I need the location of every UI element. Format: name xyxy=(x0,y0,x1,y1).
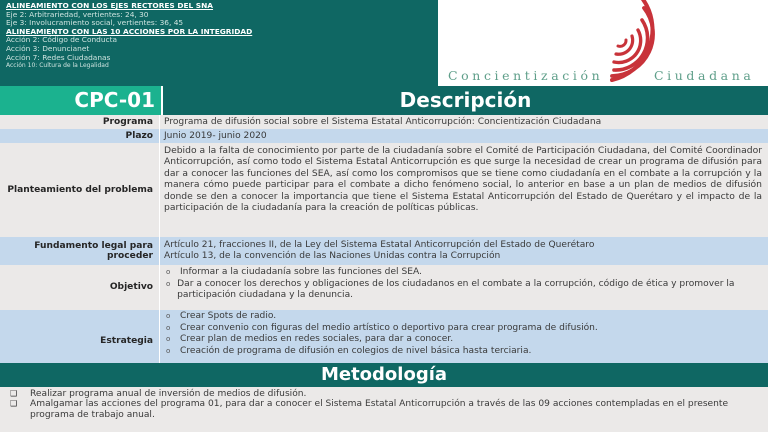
integrity-item: Acción 2: Código de Conducta xyxy=(6,35,118,45)
fundamento-line: Artículo 21, fracciones II, de la Ley del Sistema Estatal Anticorrupción del Estado de Querétaro xyxy=(164,240,595,250)
row-objetivo xyxy=(0,265,768,310)
circle-bullet-icon: o xyxy=(166,312,171,320)
value-planteamiento: Debido a la falta de conocimiento por parte de la ciudadanía sobre el Comité de Participación Ciudadana, del Comité Coordinador Anticorrupción, así como todo el Sistema Estatal Anticorrupción es que surge la necesidad de crear un programa de difusión para dar a conocer las funciones del SEA, así como los compromisos que se tiene como ciudadanía en el combate a la corrupción y la manera cómo puede participar para el combate a dicho fenómeno social, lo anterior en base a un plan de medios de difusión donde se den a conocer la importancia que tiene el Sistema Estatal Anticorrupción del Estado de Querétaro y el impacto de la participación de la ciudadanía para la creación de políticas públicas. xyxy=(164,145,762,214)
row-plazo xyxy=(0,129,768,143)
label-fundamento: Fundamento legal para proceder xyxy=(0,237,160,265)
label-programa: Programa xyxy=(0,115,160,129)
alignment-panel xyxy=(0,0,438,86)
value-estrategia xyxy=(160,310,768,363)
sna-item: Eje 2: Arbitrariedad, vertientes: 24, 30 xyxy=(6,9,149,19)
circle-bullet-icon: o xyxy=(166,346,171,355)
metodologia-title: Metodología xyxy=(0,363,768,387)
estrategia-item: o Crear plan de medios en redes sociales, para dar a conocer. xyxy=(160,334,762,346)
checkbox-bullet-icon: ❑ xyxy=(10,389,18,398)
metodologia-item: ❑ Amalgamar las acciones del programa 01, para dar a conocer el Sistema Estatal Anticorrupción a través de las 09 acciones contempladas en el presente programa de trabajo anual. xyxy=(10,399,729,420)
row-programa xyxy=(0,115,768,129)
logo xyxy=(442,0,768,86)
metodologia-list xyxy=(0,387,768,432)
sna-heading: ALINEAMIENTO CON LOS EJES RECTORES DEL SNA xyxy=(6,1,214,10)
circle-bullet-icon: o xyxy=(166,268,171,276)
circle-bullet-icon: o xyxy=(166,279,171,288)
value-programa: Programa de difusión social sobre el Sistema Estatal Anticorrupción: Concientización Ciudadana xyxy=(164,117,602,127)
row-estrategia xyxy=(0,310,768,363)
circle-bullet-icon: o xyxy=(166,323,171,332)
integrity-heading: ALINEAMIENTO CON LAS 10 ACCIONES POR LA INTEGRIDAD xyxy=(6,26,253,36)
row-fundamento xyxy=(0,237,768,265)
metodologia-item: ❑ Realizar programa anual de inversión de medios de difusión. xyxy=(10,389,307,399)
objetivo-item: o Informar a la ciudadanía sobre las funciones del SEA. xyxy=(160,267,762,279)
label-objetivo: Objetivo xyxy=(0,265,160,310)
value-plazo: Junio 2019- junio 2020 xyxy=(164,131,267,141)
circle-bullet-icon: o xyxy=(166,335,171,343)
estrategia-item: o Creación de programa de difusión en colegios de nivel básica hasta terciaria. xyxy=(160,346,762,358)
label-estrategia: Estrategia xyxy=(0,310,160,363)
description-title: Descripción xyxy=(163,86,768,115)
objetivo-item: o Dar a conocer los derechos y obligaciones de los ciudadanos en el combate a la corrupción, código de ética y promover la participación ciudadana y la denuncia. xyxy=(160,279,762,302)
row-planteamiento xyxy=(0,143,768,237)
checkbox-bullet-icon: ❑ xyxy=(10,399,18,409)
logo-text-ciudadana: Ciudadana xyxy=(654,68,755,83)
program-code: CPC-01 xyxy=(0,86,163,115)
sna-item: Eje 3: Involucramiento social, vertientes: 36, 45 xyxy=(6,18,184,28)
fundamento-line: Artículo 13, de la convención de las Naciones Unidas contra la Corrupción xyxy=(164,251,501,261)
label-planteamiento: Planteamiento del problema xyxy=(0,143,160,237)
integrity-item: Acción 3: Denuncianet xyxy=(6,43,90,53)
estrategia-item: o Crear convenio con figuras del medio artístico o deportivo para crear programa de difusión. xyxy=(160,323,762,335)
integrity-item: Acción 10: Cultura de la Legalidad xyxy=(6,62,109,70)
value-objetivo xyxy=(160,265,768,310)
integrity-item: Acción 7: Redes Ciudadanas xyxy=(6,52,111,62)
label-plazo: Plazo xyxy=(0,129,160,143)
value-fundamento xyxy=(160,237,768,265)
estrategia-item: o Crear Spots de radio. xyxy=(160,311,762,323)
header-row xyxy=(0,86,768,115)
logo-text-concientizacion: Concientización xyxy=(448,68,604,83)
